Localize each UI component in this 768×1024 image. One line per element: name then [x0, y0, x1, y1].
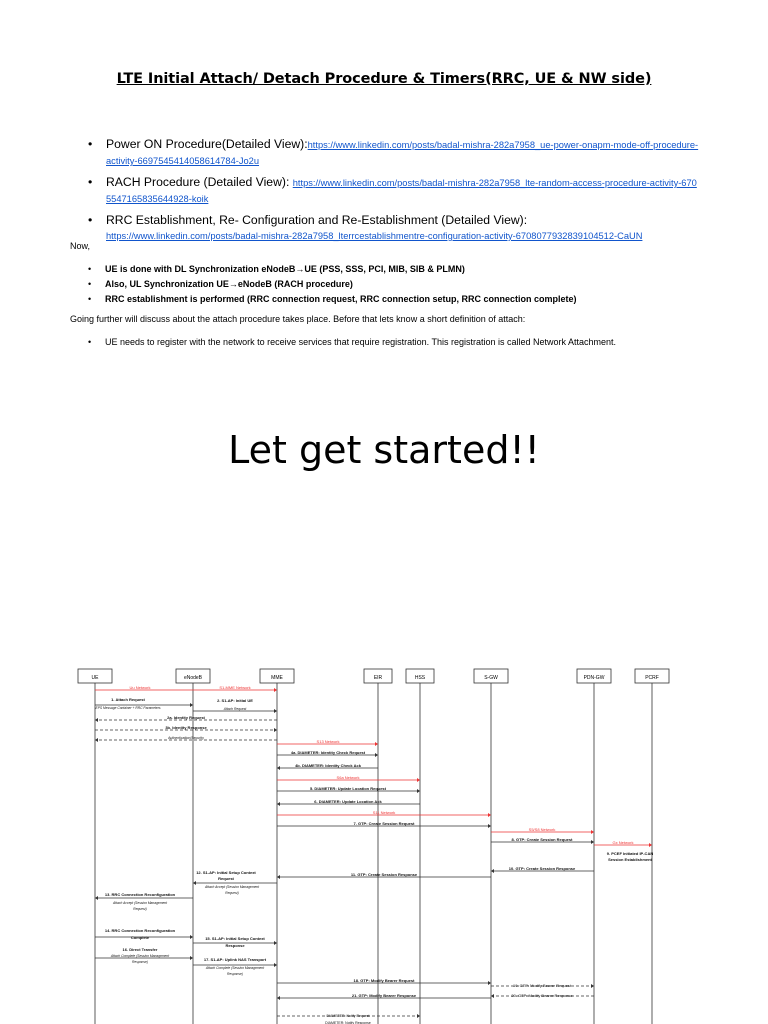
arrowhead: [95, 896, 98, 900]
message-label: 14. RRC Connection Reconfiguration: [104, 928, 176, 933]
arrowhead: [491, 994, 494, 998]
message-label: Attach Request: [223, 707, 247, 711]
arrowhead: [274, 728, 277, 732]
rach-link[interactable]: https://www.linkedin.com/posts/badal-mishra-282a7958_lte-random-access-procedure-activity-6705547165835644928-koik: [106, 178, 697, 204]
message-label: Attach Accept (Session Management: [112, 901, 168, 905]
message-label: S6a Network: [336, 775, 360, 780]
list-item: • UE needs to register with the network to receive services that require registration. This registration is called Network Attachment.: [88, 335, 616, 349]
power-on-link[interactable]: https://www.linkedin.com/posts/badal-mishra-282a7958_ue-power-onapm-mode-off-procedure-activity-6697545414058614784-Jo2u: [106, 140, 699, 166]
arrowhead: [190, 956, 193, 960]
message-label: 11. GTP: Create Session Response: [350, 872, 418, 877]
intro-list: [88, 137, 700, 250]
arrowhead: [591, 830, 594, 834]
message-label: S1-MME Network: [219, 685, 251, 690]
item-label: RRC Establishment, Re- Configuration and Re-Establishment (Detailed View):: [106, 213, 528, 227]
message-label: 15. S1-AP: Initial Setup Context: [205, 936, 265, 941]
message-label: EPS Message Container + RRC Parameters: [95, 706, 161, 710]
message-label: Response): [132, 960, 148, 964]
list-item: [88, 213, 700, 244]
message-label: 10. GTP: Create Session Response: [508, 866, 576, 871]
list-item: [88, 137, 700, 169]
list-item: • UE is done with DL Synchronization eNodeB→UE (PSS, SSS, PCI, MIB, SIB & PLMN): [88, 262, 708, 277]
message-label: 13. RRC Connection Reconfiguration: [104, 892, 176, 897]
message-label: Authentication/Security: [168, 736, 204, 740]
message-label: 4b. DIAMETER: Identity Check Ack: [295, 763, 361, 768]
arrowhead: [277, 766, 280, 770]
message-label: Session Establishment: [608, 857, 652, 862]
message-label: 2. S1-AP: Initial UE: [217, 698, 253, 703]
attach-sequence-diagram: [0, 660, 768, 1024]
arrowhead: [274, 963, 277, 967]
message-label: 12. S1-AP: Initial Setup Context: [196, 870, 256, 875]
message-label: 21. GTP: Modify Bearer Response: [351, 993, 417, 998]
message-label: 6. DIAMETER: Update Location Ack: [314, 799, 382, 804]
list-item: • Also, UL Synchronization UE→eNodeB (RACH procedure): [88, 277, 708, 292]
message-label: 18. GTP: Modify Bearer Request: [353, 978, 415, 983]
message-label: 8. GTP: Create Session Request: [511, 837, 573, 842]
node-label: eNodeB: [183, 675, 203, 681]
arrowhead: [375, 753, 378, 757]
arrowhead: [417, 1014, 420, 1018]
item-label: Power ON Procedure(Detailed View):: [106, 137, 308, 151]
arrowhead: [488, 981, 491, 985]
arrowhead: [274, 941, 277, 945]
message-label: Response: [225, 943, 245, 948]
message-label: 4a. DIAMETER: Identity Check Request: [290, 750, 366, 755]
arrowhead: [95, 738, 98, 742]
node-label: HSS: [414, 675, 426, 681]
message-label: 1. Attach Request: [111, 697, 145, 702]
arrowhead: [491, 869, 494, 873]
message-label: Request): [133, 907, 147, 911]
document-title: LTE Initial Attach/ Detach Procedure & Timers(RRC, UE & NW side): [116, 71, 652, 87]
message-label: 20. GTP: Modify Bearer Response: [511, 993, 573, 998]
node-label: EIR: [373, 675, 383, 681]
definition-list: [88, 335, 616, 349]
message-label: Uu Network: [129, 685, 151, 690]
arrowhead: [375, 742, 378, 746]
message-label: 17. S1-AP: Uplink NAS Transport: [203, 957, 267, 962]
message-label: Complete: [130, 935, 150, 940]
arrowhead: [190, 935, 193, 939]
message-label: 16. Direct Transfer: [122, 947, 158, 952]
arrowhead: [488, 824, 491, 828]
status-list: [88, 262, 708, 306]
node-label: S-GW: [484, 675, 498, 681]
arrowhead: [190, 703, 193, 707]
arrowhead: [277, 996, 280, 1000]
message-label: Request: [218, 876, 234, 881]
arrowhead: [95, 718, 98, 722]
message-label: DIAMETER: Notify Request: [326, 1014, 370, 1018]
now-text: Now,: [70, 241, 91, 251]
arrowhead: [274, 709, 277, 713]
node-label: PCRF: [645, 675, 659, 681]
node-label: MME: [271, 675, 283, 681]
message-label: 7. GTP: Create Session Request: [353, 821, 415, 826]
message-label: Attach Complete (Session Management: [110, 954, 170, 958]
message-label: S5/S8 Network: [528, 827, 556, 832]
message-label: S11 Network: [372, 810, 396, 815]
message-label: S13 Network: [316, 739, 340, 744]
arrowhead: [277, 875, 280, 879]
rrc-link[interactable]: https://www.linkedin.com/posts/badal-mishra-282a7958_lterrcestablishmentre-configuration-activity-6708077932839104512-CaUN: [106, 231, 643, 241]
item-label: RACH Procedure (Detailed View):: [106, 175, 293, 189]
message-label: Attach Accept (Session Management: [204, 885, 260, 889]
message-label: Request): [225, 891, 239, 895]
message-label: 5. DIAMETER: Update Location Request: [309, 786, 387, 791]
arrowhead: [488, 813, 491, 817]
message-label: 9. PCEF Initiated IP-CAN: [606, 851, 654, 856]
message-label: Gx Network: [612, 840, 634, 845]
list-item: • RRC establishment is performed (RRC connection request, RRC connection setup, RRC connection complete): [88, 292, 708, 307]
message-label: Response): [227, 972, 243, 976]
going-further-text: Going further will discuss about the attach procedure takes place. Before that lets know a short definition of attach:: [70, 314, 526, 324]
headline: Let get started!!: [228, 428, 540, 472]
arrowhead: [274, 688, 277, 692]
message-label: DIAMETER: Notify Response: [325, 1021, 371, 1024]
arrowhead: [591, 984, 594, 988]
message-label: 3b. Identity Response: [165, 725, 207, 730]
arrowhead: [193, 881, 196, 885]
arrowhead: [649, 843, 652, 847]
message-label: 19. GTP: Modify Bearer Request: [512, 983, 572, 988]
list-item: [88, 175, 700, 207]
node-label: PDN-GW: [583, 675, 605, 681]
message-label: 2a. Identity Request: [167, 715, 205, 720]
node-label: UE: [91, 675, 99, 681]
arrowhead: [277, 802, 280, 806]
arrowhead: [591, 840, 594, 844]
arrowhead: [417, 778, 420, 782]
message-label: Attach Complete (Session Management: [205, 966, 265, 970]
arrowhead: [417, 789, 420, 793]
